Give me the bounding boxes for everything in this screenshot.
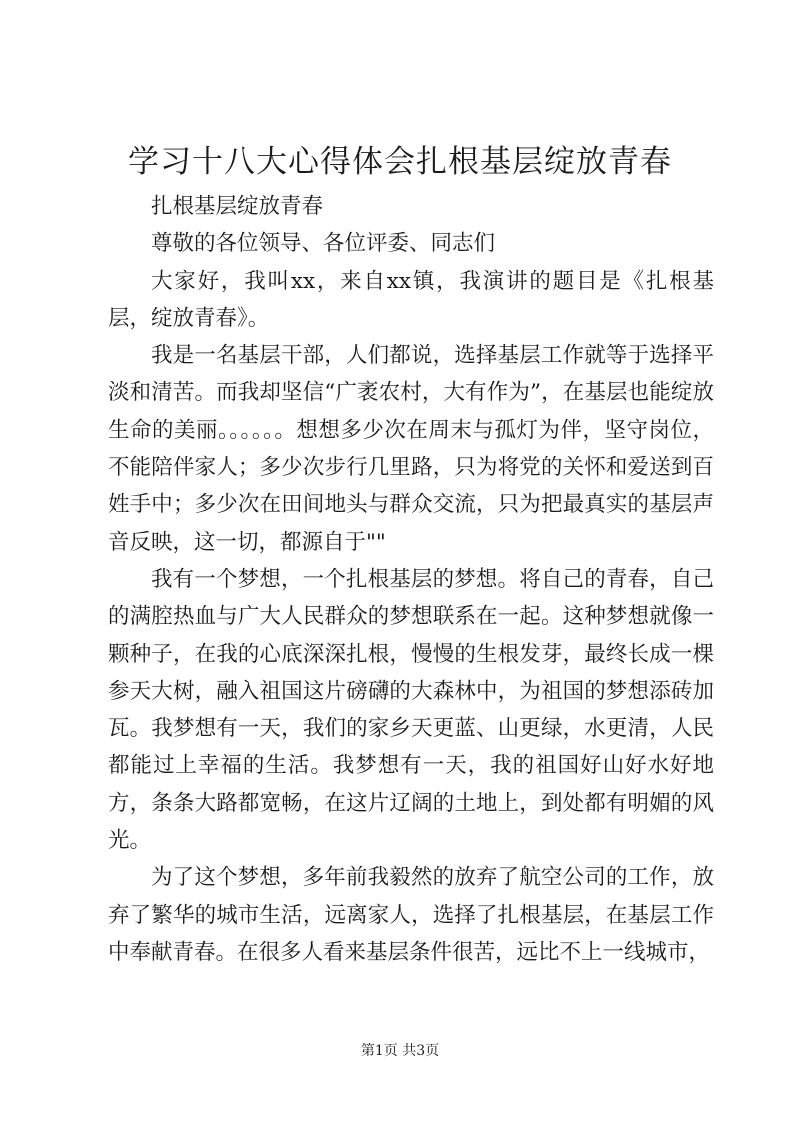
paragraph-greeting: 尊敬的各位领导、各位评委、同志们 [151,231,496,257]
page-footer: 第1页 共3页 [360,1043,440,1059]
paragraph-body: 我有一个梦想，一个扎根基层的梦想。将自己的青春，自己的满腔热血与广大人民群众的梦想联系在一起。这种梦想就像一颗种子，在我的心底深深扎根，慢慢的生根发芽，最终长成一棵参天大树，融入祖国这片磅礴的大森林中，为祖国的梦想添砖加瓦。我梦想有一天，我们的家乡天更蓝、山更绿，水更清，人民都能过上幸福的生活。我梦想有一天，我的祖国好山好水好地方，条条大路都宽畅，在这片辽阔的土地上，到处都有明媚的风光。 [108,566,714,854]
document-title: 学习十八大心得体会扎根基层绽放青春 [128,144,672,180]
paragraph-body: 我是一名基层干部，人们都说，选择基层工作就等于选择平淡和清苦。而我却坚信“广袤农村，大有作为”，在基层也能绽放生命的美丽。。。。。。想想多少次在周末与孤灯为伴，坚守岗位，不能陪伴家人；多少次步行几里路，只为将党的关怀和爱送到百姓手中；多少次在田间地头与群众交流，只为把最真实的基层声音反映，这一切，都源自于"" [108,343,714,555]
paragraph-intro: 大家好，我叫xx，来自xx镇，我演讲的题目是《扎根基层，绽放青春》。 [108,268,714,331]
document-body [108,188,714,971]
paragraph-body: 为了这个梦想，多年前我毅然的放弃了航空公司的工作，放弃了繁华的城市生活，远离家人，选择了扎根基层，在基层工作中奉献青春。在很多人看来基层条件很苦，远比不上一线城市， [108,865,714,965]
paragraph-subtitle: 扎根基层绽放青春 [151,194,324,219]
